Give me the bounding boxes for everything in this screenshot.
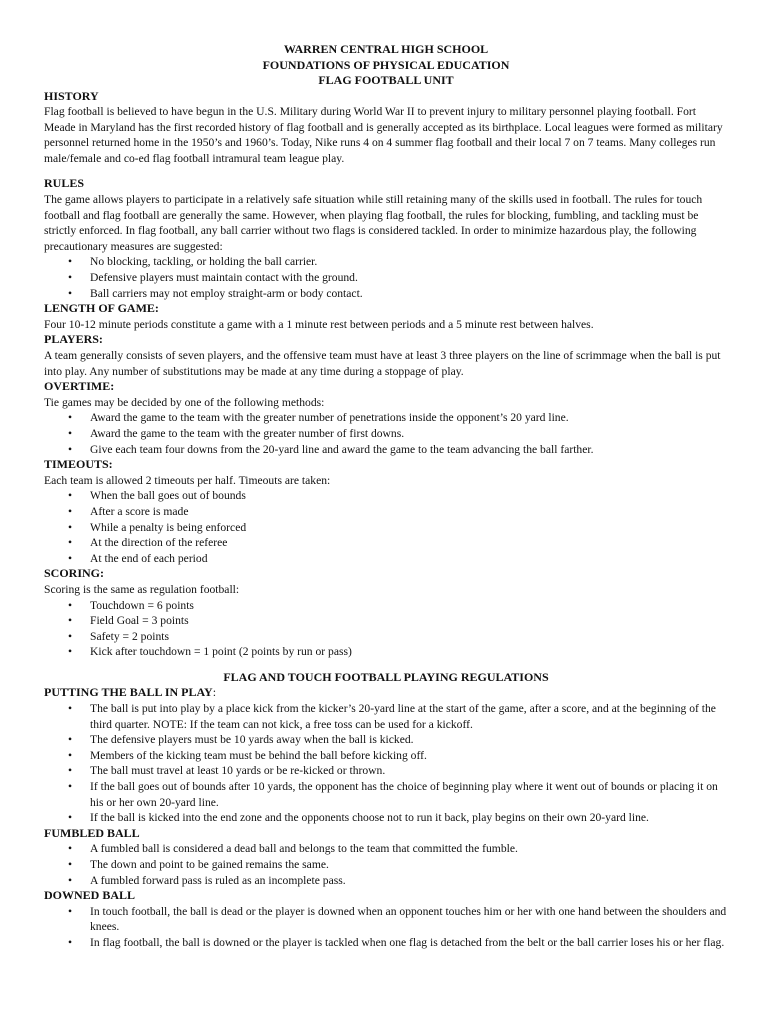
putting-heading-colon: : [212,685,217,700]
list-item: • Field Goal = 3 points [44,613,728,629]
overtime-text: Tie games may be decided by one of the following methods: [44,395,325,409]
list-item: • Kick after touchdown = 1 point (2 points by run or pass) [44,644,728,660]
list-item: • The ball is put into play by a place kick from the kicker’s 20-yard line at the start of the game, after a score, and at the beginning of the third quarter. NOTE: If the team can not kick, a free toss can be used for a kickoff. [44,701,728,732]
history-heading: HISTORY [44,88,99,103]
list-item: • At the direction of the referee [44,535,728,551]
list-item: • A fumbled ball is considered a dead ball and belongs to the team that committed the fumble. [44,841,728,857]
list-item: • While a penalty is being enforced [44,520,728,536]
list-item: • No blocking, tackling, or holding the ball carrier. [44,254,728,270]
rules-list [44,254,728,301]
length-text: Four 10-12 minute periods constitute a game with a 1 minute rest between periods and a 5 minute rest between halves. [44,317,594,331]
regulations-heading: FLAG AND TOUCH FOOTBALL PLAYING REGULATIONS [223,669,549,684]
list-item: • The defensive players must be 10 yards away when the ball is kicked. [44,732,728,748]
list-item: • In flag football, the ball is downed or the player is tackled when one flag is detached from the belt or the ball carrier loses his or her flag. [44,935,728,951]
putting-heading [44,685,728,701]
putting-heading-text: PUTTING THE BALL IN PLAY [44,685,213,700]
fumbled-list [44,841,728,888]
scoring-text: Scoring is the same as regulation football: [44,582,240,596]
downed-list [44,904,728,951]
list-item: • A fumbled forward pass is ruled as an incomplete pass. [44,873,728,889]
list-item: • Safety = 2 points [44,629,728,645]
history-text: Flag football is believed to have begun in the U.S. Military during World War II to prevent injury to military personnel playing football. Fort Meade in Maryland has the first recorded history of flag football and is generally accepted as its birthplace. Local leagues were formed as military personnel returned home in the 1950’s and 1960’s. Today, Nike runs 4 on 4 summer flag football and their local 7 on 7 teams. Many colleges run male/female and co-ed flag football intramural team league play. [44,105,723,165]
length-heading: LENGTH OF GAME: [44,301,159,316]
list-item: • At the end of each period [44,551,728,567]
list-item: • If the ball is kicked into the end zone and the opponents choose not to run it back, play begins on their own 20-yard line. [44,810,728,826]
list-item: • The ball must travel at least 10 yards or be re-kicked or thrown. [44,763,728,779]
list-item: • Members of the kicking team must be behind the ball before kicking off. [44,748,728,764]
overtime-list [44,410,728,457]
list-item: • Give each team four downs from the 20-yard line and award the game to the team advancing the ball farther. [44,442,728,458]
list-item: • Award the game to the team with the greater number of first downs. [44,426,728,442]
unit-name: FLAG FOOTBALL UNIT [318,73,454,87]
list-item: • In touch football, the ball is dead or the player is downed when an opponent touches him or her with one hand between the shoulders and knees. [44,904,728,935]
list-item: • If the ball goes out of bounds after 10 yards, the opponent has the choice of beginning play where it went out of bounds or placing it on his or her own 20-yard line. [44,779,728,810]
list-item: • When the ball goes out of bounds [44,488,728,504]
rules-heading: RULES [44,176,85,191]
list-item: • After a score is made [44,504,728,520]
timeouts-heading: TIMEOUTS: [44,457,113,472]
players-heading: PLAYERS: [44,332,103,347]
timeouts-list [44,488,728,566]
scoring-heading: SCORING: [44,566,105,581]
rules-text: The game allows players to participate in a relatively safe situation while still retaining many of the skills used in football. The rules for touch football and flag football are generally the same. However, when playing flag football, the rules for blocking, fumbling, and tackling must be strictly enforced. In flag football, any ball carrier without two flags is considered tackled. In order to minimize hazardous play, the following precautionary measures are suggested: [44,193,703,253]
players-text: A team generally consists of seven players, and the offensive team must have at least 3 three players on the line of scrimmage when the ball is put into play. Any number of substitutions may be made at any time during a stoppage of play. [44,349,721,378]
fumbled-heading: FUMBLED BALL [44,825,140,840]
downed-heading: DOWNED BALL [44,888,136,903]
school-name: WARREN CENTRAL HIGH SCHOOL [283,42,489,56]
course-name: FOUNDATIONS OF PHYSICAL EDUCATION [262,57,510,72]
timeouts-text: Each team is allowed 2 timeouts per half. Timeouts are taken: [44,473,331,487]
list-item: • Award the game to the team with the greater number of penetrations inside the opponent’s 20 yard line. [44,410,728,426]
scoring-list [44,598,728,660]
list-item: • Touchdown = 6 points [44,598,728,614]
overtime-heading: OVERTIME: [44,379,115,394]
putting-list [44,701,728,826]
list-item: • Defensive players must maintain contact with the ground. [44,270,728,286]
list-item: • The down and point to be gained remains the same. [44,857,728,873]
list-item: • Ball carriers may not employ straight-arm or body contact. [44,286,728,302]
